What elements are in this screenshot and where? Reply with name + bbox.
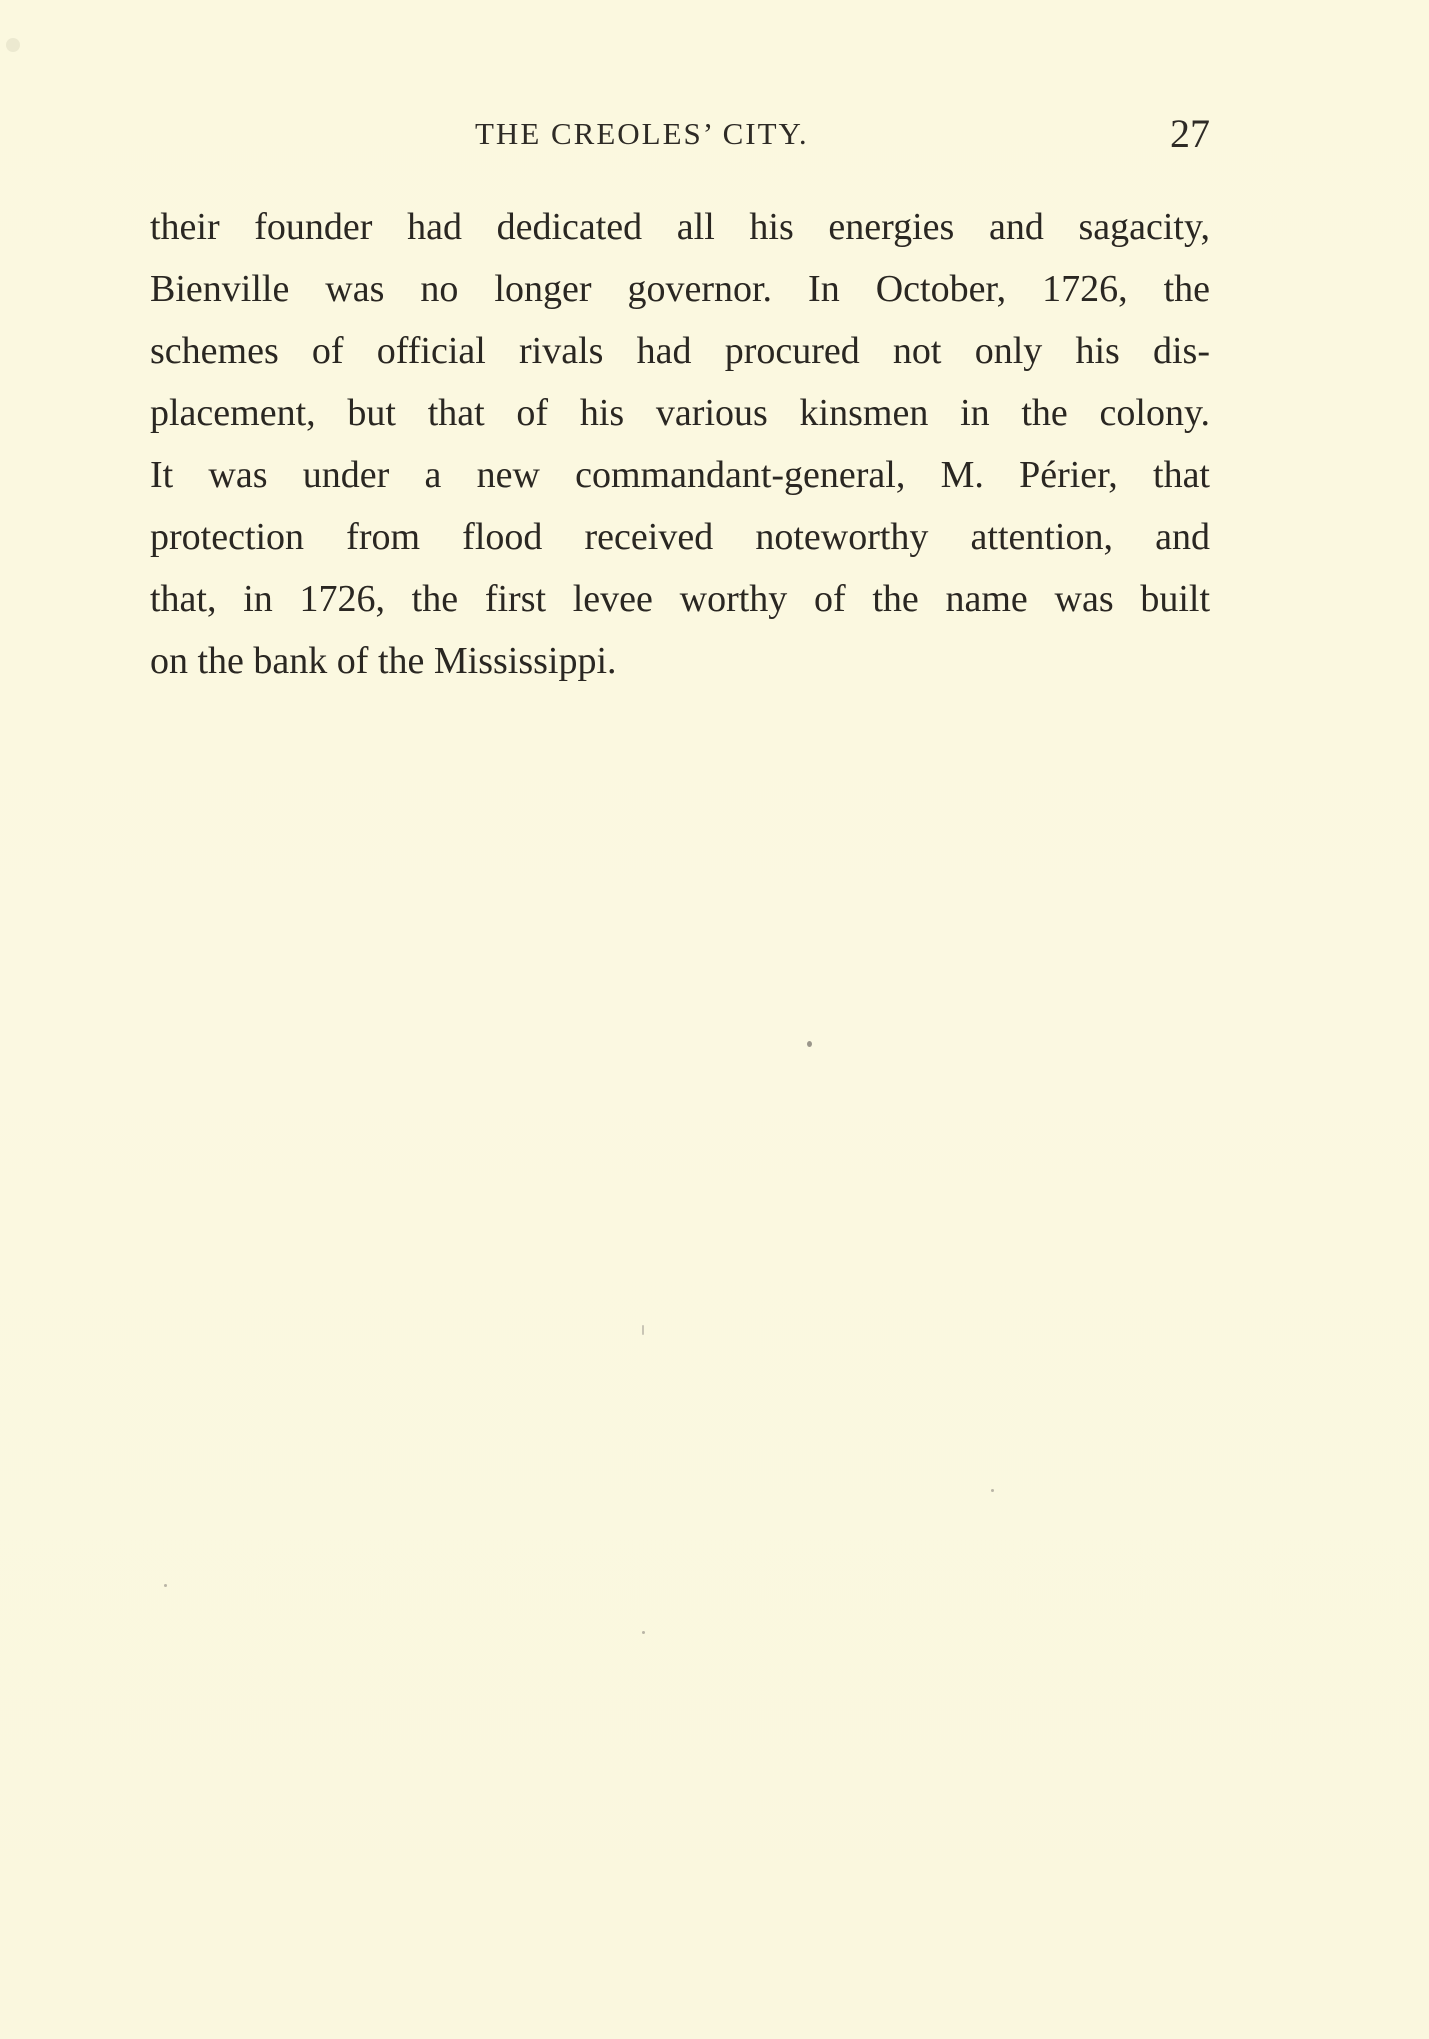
text-line: on the bank of the Mississippi. (150, 640, 617, 682)
page-number: 27 (1170, 111, 1210, 156)
paper-speck (642, 1631, 645, 1634)
running-head (150, 112, 1210, 162)
paper-speck (6, 38, 20, 52)
text-line: schemes of official rivals had procured not only his dis- (150, 330, 1210, 372)
text-line: that, in 1726, the first levee worthy of the name was built (150, 578, 1210, 620)
running-title: THE CREOLES’ CITY. (475, 116, 809, 151)
text-line: Bienville was no longer governor. In October, 1726, the (150, 268, 1210, 310)
paper-speck (991, 1489, 994, 1492)
paper-speck (164, 1584, 167, 1587)
text-line: It was under a new commandant-general, M. Périer, that (150, 454, 1210, 496)
paper-speck (642, 1325, 644, 1335)
text-line: placement, but that of his various kinsmen in the colony. (150, 392, 1210, 434)
text-line: protection from flood received noteworthy attention, and (150, 516, 1210, 558)
body-paragraph (150, 196, 1210, 692)
paper-speck (807, 1041, 812, 1047)
text-line: their founder had dedicated all his energies and sagacity, (150, 206, 1210, 248)
